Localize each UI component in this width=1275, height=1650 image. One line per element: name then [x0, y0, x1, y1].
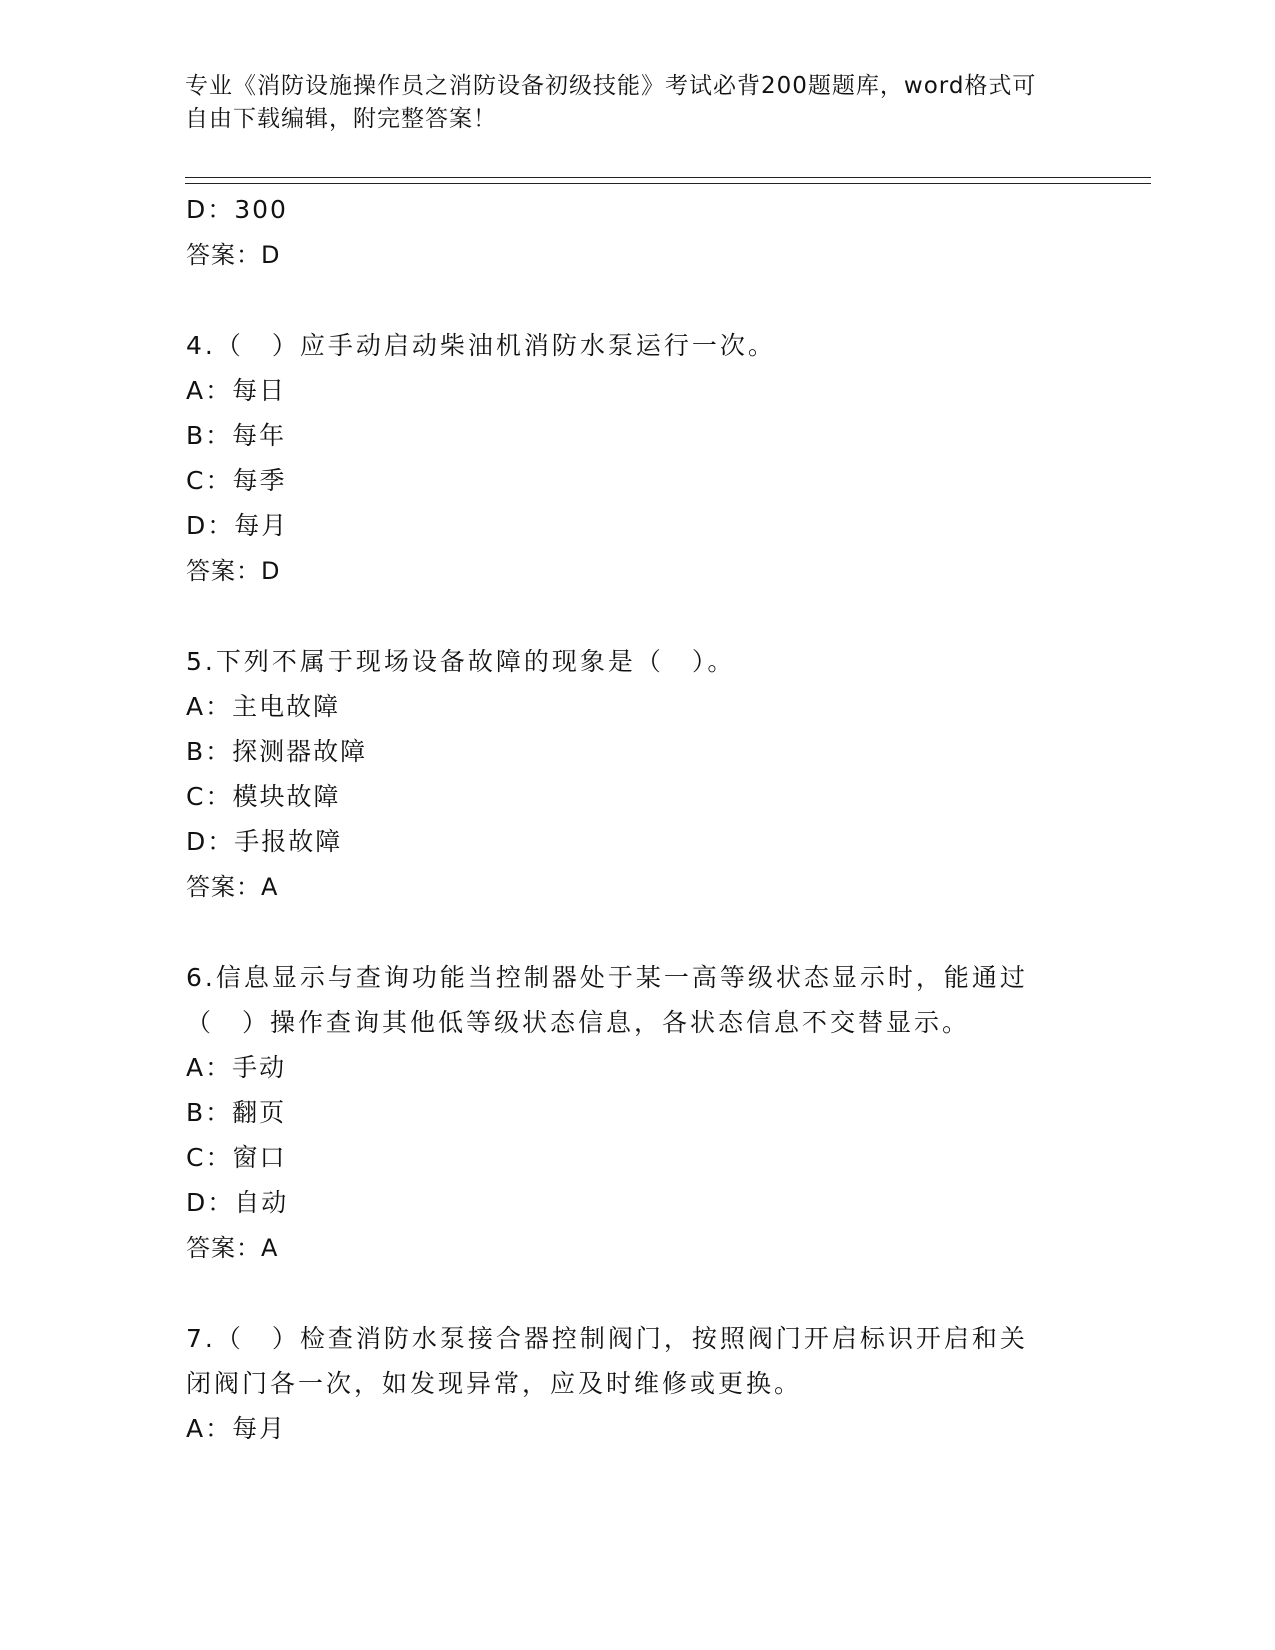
document-body — [186, 187, 1086, 1451]
option-b: B：探测器故障 — [186, 737, 368, 766]
option-a: A：每月 — [186, 1414, 287, 1443]
header-title-line-1: 专业《消防设施操作员之消防设备初级技能》考试必背200题题库，word格式可 — [185, 73, 1037, 99]
option-b: B：翻页 — [186, 1098, 287, 1127]
option-b: B：每年 — [186, 421, 287, 450]
answer-line: 答案：D — [186, 241, 281, 269]
question-stem: 4.（ ）应手动启动柴油机消防水泵运行一次。 — [186, 331, 776, 360]
spacer — [186, 594, 1086, 639]
spacer — [186, 278, 1086, 323]
option-a: A：每日 — [186, 376, 287, 405]
answer-line: 答案：D — [186, 557, 281, 585]
document-header — [185, 70, 1065, 136]
question-4 — [186, 323, 1086, 594]
question-stem-line-1: 6.信息显示与查询功能当控制器处于某一高等级状态显示时，能通过 — [186, 963, 1028, 992]
question-stem-line-2: 闭阀门各一次，如发现异常，应及时维修或更换。 — [186, 1369, 803, 1398]
option-a: A：手动 — [186, 1053, 287, 1082]
question-stem-line-1: 7.（ ）检查消防水泵接合器控制阀门，按照阀门开启标识开启和关 — [186, 1324, 1028, 1353]
option-d: D：每月 — [186, 511, 289, 540]
answer-line: 答案：A — [186, 873, 279, 901]
header-title-line-2: 自由下载编辑，附完整答案！ — [185, 106, 497, 132]
question-7 — [186, 1316, 1086, 1451]
option-d: D：自动 — [186, 1188, 289, 1217]
header-divider-top — [185, 177, 1151, 178]
answer-line: 答案：A — [186, 1234, 279, 1262]
option-c: C：每季 — [186, 466, 287, 495]
question-3-fragment — [186, 187, 1086, 278]
option-d: D：手报故障 — [186, 827, 343, 856]
question-6 — [186, 955, 1086, 1271]
header-divider-bottom — [185, 183, 1151, 184]
option-d: D：300 — [186, 195, 288, 224]
option-c: C：模块故障 — [186, 782, 341, 811]
question-stem-line-2: （ ）操作查询其他低等级状态信息，各状态信息不交替显示。 — [186, 1008, 971, 1037]
question-5 — [186, 639, 1086, 910]
option-c: C：窗口 — [186, 1143, 287, 1172]
option-a: A：主电故障 — [186, 692, 341, 721]
question-stem: 5.下列不属于现场设备故障的现象是（ ）。 — [186, 647, 736, 676]
spacer — [186, 910, 1086, 955]
spacer — [186, 1271, 1086, 1316]
